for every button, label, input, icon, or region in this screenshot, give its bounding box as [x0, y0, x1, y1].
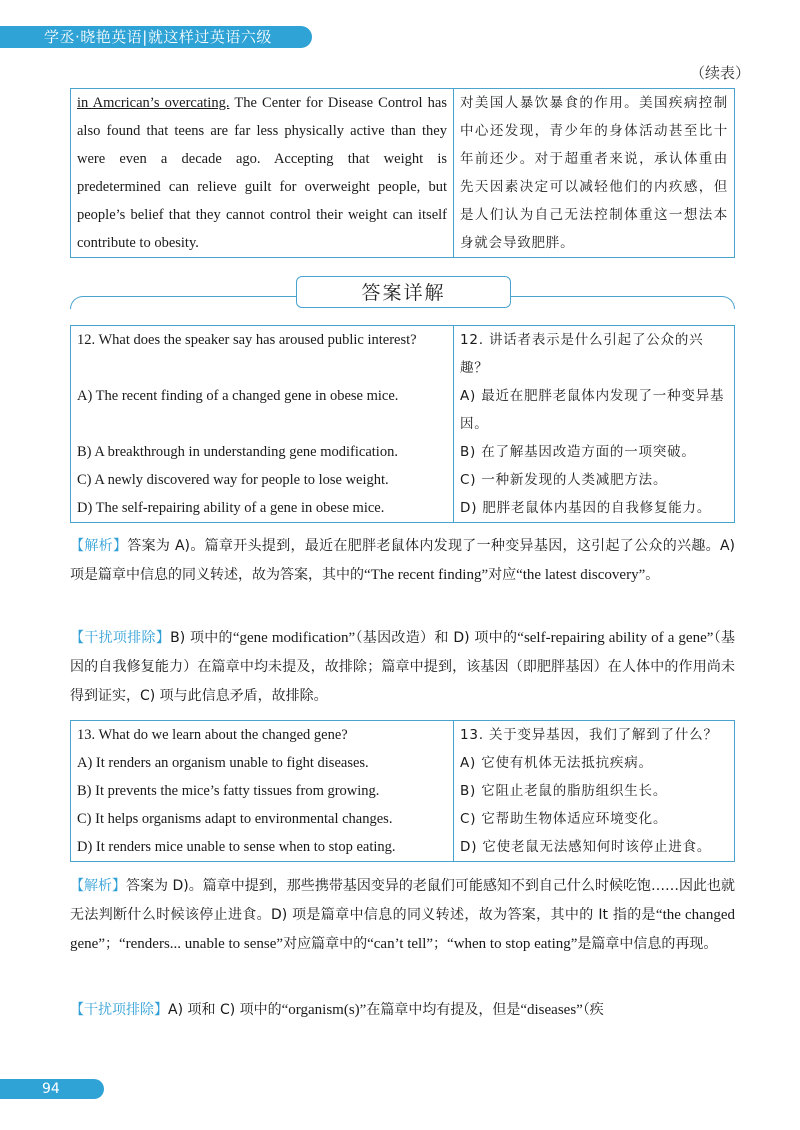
- distractor-text: （疾: [582, 1002, 604, 1018]
- question-12-table: [70, 325, 735, 523]
- distractor-tag: 【干扰项排除】: [70, 630, 171, 646]
- explanation-text: ；: [104, 936, 119, 952]
- q12-option-c-zh: C) 一种新发现的人类减肥方法。: [460, 472, 668, 488]
- q12-explanation: [70, 532, 735, 590]
- q13-option-d-en: D) It renders mice unable to sense when to stop eating.: [71, 833, 454, 862]
- distractor-text: B) 项中的: [170, 630, 233, 646]
- q12-option-d-zh: D) 肥胖老鼠体内基因的自我修复能力。: [460, 500, 712, 516]
- q13-explanation: [70, 872, 735, 959]
- q13-distractor-analysis: [70, 996, 735, 1025]
- quoted-phrase: “gene modification”: [232, 630, 356, 646]
- quoted-phrase: “self-repairing ability of a gene”: [517, 630, 714, 646]
- q13-option-b-en: B) It prevents the mice’s fatty tissues from growing.: [71, 777, 454, 805]
- running-header: 学丞·晓艳英语|就这样过英语六级: [0, 26, 312, 48]
- passage-table: [70, 88, 735, 258]
- table-row: [71, 466, 735, 494]
- passage-underlined-text: in Amcrican’s overcating.: [77, 95, 230, 111]
- quoted-phrase: “the changed gene”: [70, 907, 735, 952]
- table-row: [71, 382, 735, 438]
- table-row: [71, 326, 735, 383]
- quoted-phrase: “organism(s)”: [281, 1002, 367, 1018]
- section-title: 答案详解: [296, 276, 511, 308]
- page-number: 94: [0, 1079, 104, 1099]
- q13-option-d-zh: D) 它使老鼠无法感知何时该停止进食。: [460, 839, 712, 855]
- q13-option-c-zh: C) 它帮助生物体适应环境变化。: [460, 811, 668, 827]
- passage-english-rest: The Center for Disease Control has also found that teens are far less physically active than they were even a decade ago. Accepting that weight is predetermined can relieve guilt for overweight people, but people’s belief that they cannot control their weight can itself contribute to obesity.: [77, 95, 447, 251]
- q12-option-b-zh: B) 在了解基因改造方面的一项突破。: [460, 444, 696, 460]
- explanation-tag: 【解析】: [70, 878, 127, 894]
- distractor-text: 在篇章中均有提及，但是: [366, 1002, 521, 1018]
- quoted-phrase: “can’t tell”: [367, 936, 434, 952]
- passage-chinese: 对美国人暴饮暴食的作用。美国疾病控制中心还发现，青少年的身体活动甚至比十年前还少。对于超重者来说，承认体重由先天因素决定可以减轻他们的内疚感，但是人们认为自己无法控制体重这一想法本身就会导致肥胖。: [460, 95, 728, 251]
- explanation-tag: 【解析】: [70, 538, 128, 554]
- table-row: [71, 805, 735, 833]
- q13-option-a-en: A) It renders an organism unable to fight diseases.: [71, 749, 454, 777]
- table-row: [71, 721, 735, 750]
- q12-option-a-zh: A) 最近在肥胖老鼠体内发现了一种变异基因。: [460, 388, 725, 432]
- q13-stem-en: 13. What do we learn about the changed gene?: [71, 721, 454, 750]
- q12-option-a-en: A) The recent finding of a changed gene in obese mice.: [71, 382, 454, 438]
- quoted-phrase: “The recent finding”: [364, 567, 489, 583]
- q12-option-b-en: B) A breakthrough in understanding gene modification.: [71, 438, 454, 466]
- explanation-text: ；: [433, 936, 448, 952]
- q12-distractor-analysis: [70, 624, 735, 711]
- explanation-text: 对应: [488, 567, 517, 583]
- q12-option-d-en: D) The self-repairing ability of a gene in obese mice.: [71, 494, 454, 523]
- q13-option-b-zh: B) 它阻止老鼠的脂肪组织生长。: [460, 783, 668, 799]
- passage-english: [71, 89, 454, 258]
- distractor-text: （基因的自我修复能力）在篇章中均未提及，故排除；篇章中提到，该基因（即肥胖基因）在人体中的作用尚未得到证实，C) 项与此信息矛盾，故排除。: [70, 630, 736, 704]
- distractor-tag: 【干扰项排除】: [70, 1002, 168, 1018]
- q12-stem-en: 12. What does the speaker say has aroused public interest?: [71, 326, 454, 383]
- quoted-phrase: “the latest discovery”: [516, 567, 646, 583]
- q12-option-c-en: C) A newly discovered way for people to lose weight.: [71, 466, 454, 494]
- q13-stem-zh: 13. 关于变异基因，我们了解到了什么？: [460, 727, 718, 743]
- q13-option-c-en: C) It helps organisms adapt to environmental changes.: [71, 805, 454, 833]
- q13-option-a-zh: A) 它使有机体无法抵抗疾病。: [460, 755, 653, 771]
- table-row: [71, 777, 735, 805]
- explanation-text: 是篇章中信息的再现。: [577, 936, 718, 952]
- quoted-phrase: “when to stop eating”: [447, 936, 578, 952]
- distractor-text: A) 项和 C) 项中的: [168, 1002, 282, 1018]
- continued-label: （续表）: [689, 64, 750, 82]
- table-row: [71, 749, 735, 777]
- table-row: [71, 494, 735, 523]
- quoted-phrase: “renders... unable to sense”: [118, 936, 284, 952]
- q12-stem-zh: 12. 讲话者表示是什么引起了公众的兴趣？: [460, 332, 704, 376]
- explanation-text: 答案为 A)。篇章开头提到，最近在肥胖老鼠体内发现了一种变异基因，这引起了公众的兴趣。A) 项是篇章中信息的同义转述，故为答案，其中的: [70, 538, 736, 583]
- explanation-text: 对应篇章中的: [283, 936, 368, 952]
- table-row: [71, 438, 735, 466]
- quoted-phrase: “diseases”: [520, 1002, 583, 1018]
- explanation-text: 。: [645, 567, 660, 583]
- explanation-text: 答案为 D)。篇章中提到，那些携带基因变异的老鼠们可能感知不到自己什么时候吃饱……因此也就无法判断什么时候该停止进食。D) 项是篇章中信息的同义转述，故为答案，其中的 It 指的是: [70, 878, 735, 923]
- question-13-table: [70, 720, 735, 862]
- table-row: [71, 833, 735, 862]
- distractor-text: （基因改造）和 D) 项中的: [355, 630, 518, 646]
